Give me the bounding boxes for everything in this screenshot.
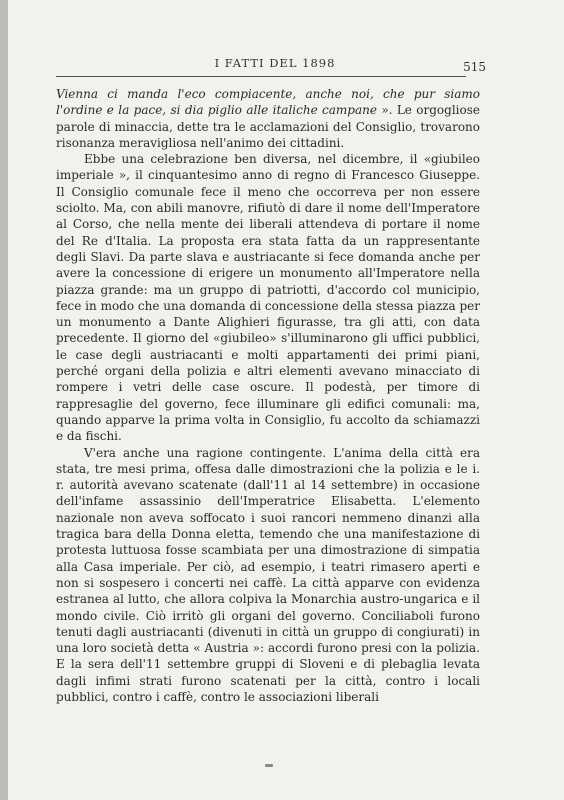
paragraph-3: V'era anche una ragione contingente. L'anima della città era stata, tre mesi prima, offesa dalle dimostrazioni che la polizia e le i. r. autorità avevano scatenate (dall'11 al 14 settembre) in occasione dell'infame assassinio dell'Imperatrice Elisabetta. L'elemento nazionale non aveva soffocato i suoi rancori nemmeno dinanzi alla tragica bara della Donna eletta, temendo che una manifestazione di protesta luttuosa fosse scambiata per una dimostrazione di simpatia alla Casa imperiale. Per ciò, ad esempio, i teatri rimasero aperti e non si sospesero i concerti nei caffè. La città apparve con evidenza estranea al lutto, che allora colpiva la Monarchia austro-ungarica e il mondo civile. Ciò irritò gli organi del governo. Conciliaboli furono tenuti dagli austriacanti (divenuti in città un gruppo di congiurati) in una loro società detta « Austria »: accordi furono presi con la polizia. E la sera dell'11 settembre gruppi di Sloveni e di plebaglia levata dagli infimi strati furono scatenati per la città, contro i locali pubblici, contro i caffè, contro le associazioni liberali [56, 445, 480, 704]
bottom-mark [265, 764, 273, 767]
header-rule [56, 76, 466, 77]
paragraph-1 [56, 86, 480, 151]
paragraph-1-rest: ». Le orgogliose parole di minaccia, dette tra le acclamazioni del Consiglio, trovarono risonanza meravigliosa nell'animo dei cittadini. [56, 103, 480, 150]
running-title: I FATTI DEL 1898 [214, 56, 336, 70]
paragraph-1-italic: Vienna ci manda l'eco compiacente, anche noi, che pur siamo l'ordine e la pace, si dia piglio alle italiche campane [56, 87, 480, 118]
paragraph-2: Ebbe una celebrazione ben diversa, nel dicembre, il «giubileo imperiale », il cinquantesimo anno di regno di Francesco Giuseppe. Il Consiglio comunale fece il meno che occorreva per non essere sciolto. Ma, con abili manovre, rifiutò di dare il nome dell'Imperatore al Corso, che nella mente dei liberali attendeva di portare il nome del Re d'Italia. La proposta era stata fatta da un rappresentante degli Slavi. Da parte slava e austriacante si fece domanda anche per avere la concessione di erigere un monumento all'Imperatore nella piazza grande: ma un gruppo di patriotti, d'accordo col municipio, fece in modo che una domanda di concessione della stessa piazza per un monumento a Dante Alighieri figurasse, tra gli atti, con data precedente. Il giorno del «giubileo» s'illuminarono gli uffici pubblici, le case degli austriacanti e molti appartamenti dei primi piani, perché organi della polizia e altri elementi avevano minacciato di rompere i vetri delle case oscure. Il podestà, per timore di rappresaglie del governo, fece illuminare gli edifici comunali: ma, quando apparve la prima volta in Consiglio, fu accolto da schiamazzi e da fischi. [56, 152, 480, 444]
body-text [56, 86, 480, 705]
page-number: 515 [463, 60, 486, 74]
page-header [64, 56, 486, 72]
